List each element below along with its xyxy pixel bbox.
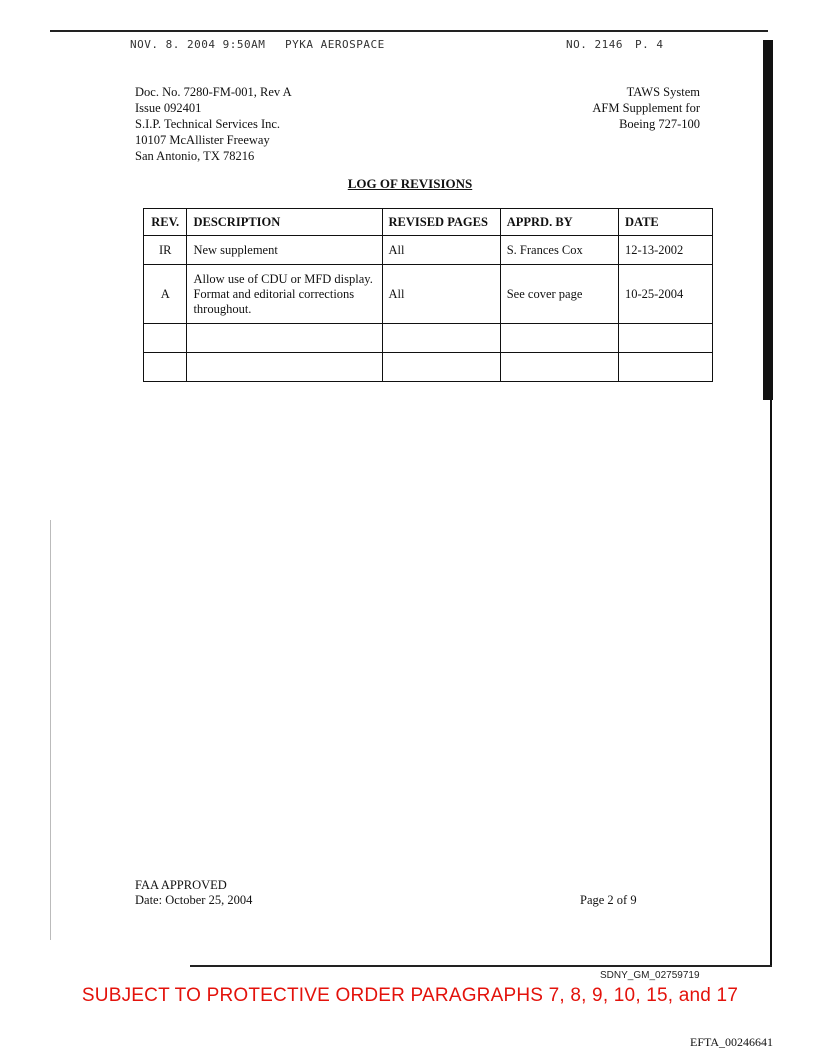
supplement-label: AFM Supplement for [592, 101, 700, 115]
page-title: LOG OF REVISIONS [347, 176, 473, 191]
column-header-approved-by: APPRD. BY [500, 209, 618, 236]
cell-date: 10-25-2004 [618, 265, 712, 324]
cell-rev: A [144, 265, 187, 324]
address-line-2: San Antonio, TX 78216 [135, 149, 255, 163]
table-row [144, 324, 713, 353]
table-row [144, 265, 713, 324]
scan-edge-line [770, 395, 772, 965]
fax-datetime: NOV. 8. 2004 9:50AM [130, 38, 266, 51]
table-header-row [144, 209, 713, 236]
cell-revised-pages [382, 353, 500, 382]
column-header-description: DESCRIPTION [187, 209, 382, 236]
cell-description [187, 353, 382, 382]
company-name: S.I.P. Technical Services Inc. [135, 117, 281, 131]
doc-number: Doc. No. 7280-FM-001, Rev A [135, 85, 292, 99]
system-info [540, 84, 700, 132]
bates-number: SDNY_GM_02759719 [600, 970, 700, 981]
document-info [135, 84, 292, 164]
scan-left-edge [50, 520, 51, 940]
cell-date: 12-13-2002 [618, 236, 712, 265]
fax-sender: PYKA AEROSPACE [285, 38, 385, 51]
address-line-1: 10107 McAllister Freeway [135, 133, 270, 147]
table-row [144, 236, 713, 265]
cell-revised-pages: All [382, 236, 500, 265]
fax-page: P. 4 [635, 38, 664, 51]
cell-revised-pages [382, 324, 500, 353]
cell-description [187, 324, 382, 353]
cell-approved-by [500, 353, 618, 382]
efta-number: EFTA_00246641 [690, 1035, 774, 1049]
system-name: TAWS System [626, 85, 700, 99]
issue-number: Issue 092401 [135, 101, 202, 115]
column-header-revised-pages: REVISED PAGES [382, 209, 500, 236]
cell-description: Allow use of CDU or MFD display. Format and editorial corrections throughout. [187, 265, 382, 324]
cell-rev [144, 324, 187, 353]
cell-rev [144, 353, 187, 382]
cell-approved-by [500, 324, 618, 353]
cell-approved-by: S. Frances Cox [500, 236, 618, 265]
column-header-rev: REV. [144, 209, 187, 236]
revision-log-table [143, 208, 713, 382]
approval-block [135, 878, 252, 908]
cell-rev: IR [144, 236, 187, 265]
page-bottom-rule [190, 965, 772, 967]
cell-date [618, 324, 712, 353]
aircraft-model: Boeing 727-100 [619, 117, 700, 131]
cell-revised-pages: All [382, 265, 500, 324]
protective-order-stamp: SUBJECT TO PROTECTIVE ORDER PARAGRAPHS 7, 8, 9, 10, 15, and 17 [81, 985, 739, 1006]
cell-approved-by: See cover page [500, 265, 618, 324]
column-header-date: DATE [618, 209, 712, 236]
fax-top-rule [50, 30, 768, 32]
cell-date [618, 353, 712, 382]
table-row [144, 353, 713, 382]
faa-approved: FAA APPROVED [135, 878, 227, 892]
scan-edge-bar [763, 40, 773, 400]
page-number: Page 2 of 9 [580, 893, 637, 907]
fax-number: NO. 2146 [566, 38, 623, 51]
cell-description: New supplement [187, 236, 382, 265]
approval-date: Date: October 25, 2004 [135, 893, 253, 907]
